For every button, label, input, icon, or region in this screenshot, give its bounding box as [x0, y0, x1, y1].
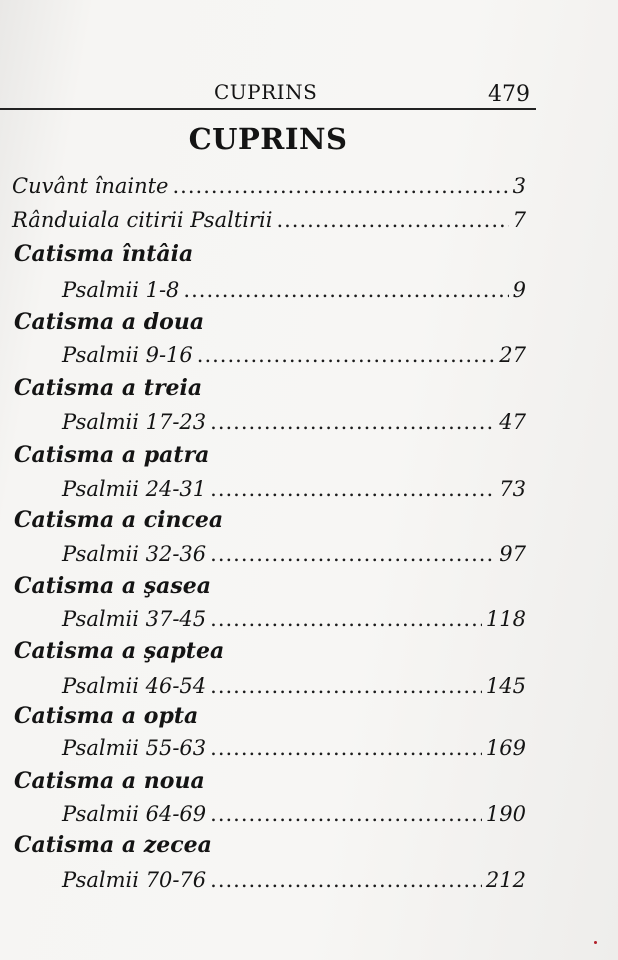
toc-entry-psalms: [62, 542, 526, 566]
section-heading: [14, 573, 211, 599]
section-heading: [14, 703, 198, 729]
section-heading: [14, 638, 224, 664]
toc-entry-psalms: [62, 607, 526, 631]
section-label: Catisma a doua: [14, 309, 205, 335]
leader-dots: [210, 802, 482, 826]
leader-dots: [210, 868, 482, 892]
entry-page: 73: [499, 477, 526, 501]
entry-label: Psalmii 24-31: [62, 477, 207, 501]
running-header: [0, 78, 536, 112]
section-label: Catisma a patra: [14, 442, 210, 468]
leader-dots: [210, 674, 482, 698]
toc-title: CUPRINS: [188, 122, 348, 156]
toc-entry-psalms: [62, 802, 526, 826]
section-label: Catisma a cincea: [14, 507, 224, 533]
leader-dots: [197, 343, 495, 367]
toc-entry-psalms: [62, 343, 526, 367]
section-label: Catisma a opta: [14, 703, 199, 729]
entry-label: Rânduiala citirii Psaltirii: [12, 208, 273, 232]
section-heading: [14, 375, 202, 401]
section-heading: [14, 442, 209, 468]
page-number: 479: [488, 82, 530, 107]
entry-page: 27: [499, 343, 526, 367]
entry-page: 169: [485, 736, 526, 760]
entry-page: 9: [512, 278, 526, 302]
entry-label: Cuvânt înainte: [12, 174, 169, 198]
entry-label: Psalmii 32-36: [62, 542, 207, 566]
header-rule: [0, 108, 536, 110]
entry-page: 47: [499, 410, 526, 434]
section-heading: [14, 309, 204, 335]
section-label: Catisma a noua: [14, 768, 205, 794]
section-label: Catisma a treia: [14, 375, 203, 401]
toc-entry-psalms: [62, 410, 526, 434]
entry-label: Psalmii 9-16: [62, 343, 193, 367]
entry-label: Psalmii 1-8: [62, 278, 180, 302]
entry-page: 7: [512, 208, 526, 232]
entry-label: Psalmii 37-45: [62, 607, 207, 631]
entry-label: Psalmii 46-54: [62, 674, 207, 698]
leader-dots: [210, 477, 495, 501]
leader-dots: [173, 174, 509, 198]
section-heading: [14, 832, 212, 858]
toc-entry-psalms: [62, 674, 526, 698]
entry-page: 3: [512, 174, 526, 198]
toc-entry-psalms: [62, 477, 526, 501]
leader-dots: [210, 736, 482, 760]
entry-label: Psalmii 64-69: [62, 802, 207, 826]
section-heading: [14, 507, 223, 533]
leader-dots: [210, 607, 482, 631]
ink-speck: [594, 941, 597, 944]
leader-dots: [210, 410, 495, 434]
toc-entry-psalms: [62, 736, 526, 760]
entry-page: 97: [499, 542, 526, 566]
leader-dots: [276, 208, 508, 232]
section-heading: [14, 241, 193, 267]
toc-entry-psalms: [62, 868, 526, 892]
toc-entry-foreword: [12, 174, 526, 198]
toc-entry-psalms: [62, 278, 526, 302]
entry-page: 145: [485, 674, 526, 698]
section-label: Catisma a şasea: [14, 573, 212, 599]
entry-page: 190: [485, 802, 526, 826]
entry-label: Psalmii 17-23: [62, 410, 207, 434]
entry-label: Psalmii 70-76: [62, 868, 207, 892]
section-heading: [14, 768, 205, 794]
leader-dots: [210, 542, 495, 566]
running-title: CUPRINS: [214, 80, 318, 104]
section-label: Catisma a zecea: [14, 832, 212, 858]
section-label: Catisma întâia: [14, 241, 194, 267]
section-label: Catisma a şaptea: [14, 638, 225, 664]
entry-label: Psalmii 55-63: [62, 736, 207, 760]
entry-page: 212: [485, 868, 526, 892]
leader-dots: [183, 278, 508, 302]
toc-entry-reading-order: [12, 208, 526, 232]
entry-page: 118: [485, 607, 526, 631]
